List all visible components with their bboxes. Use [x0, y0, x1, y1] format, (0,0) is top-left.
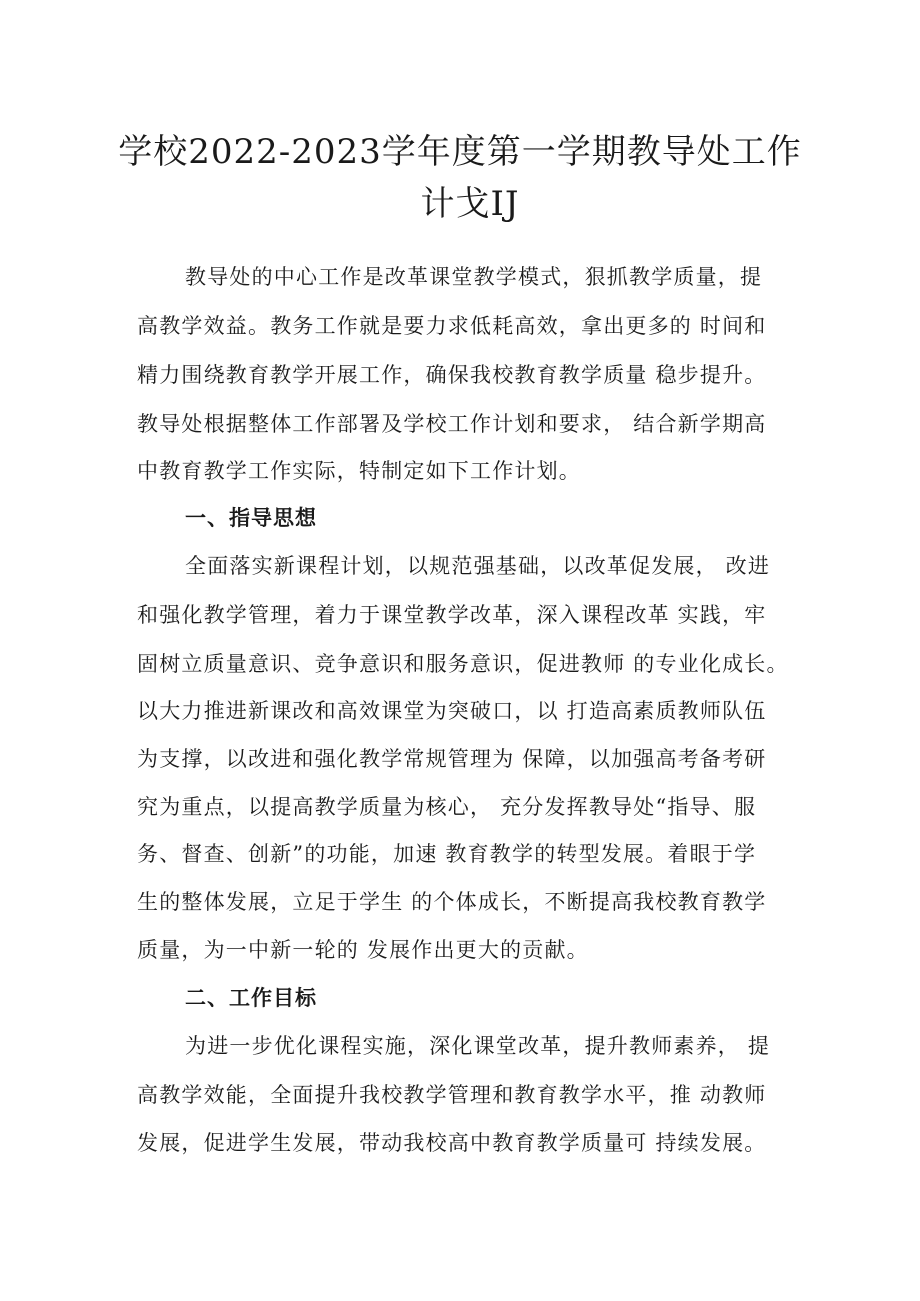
section-1-line-9: 质量，为一中新一轮的 发展作出更大的贡献。	[137, 938, 589, 962]
section-1-line-7: 务、督查、创新”的功能，加速 教育教学的转型发展。着眼于学	[137, 842, 757, 866]
section-1-line-5: 为支撑，以改进和强化教学常规管理为 保障，以加强高考备考研	[137, 747, 767, 771]
document-title-line-1: 学校2022-2023学年度第一学期教导处工作	[118, 132, 802, 172]
section-2-line-3: 发展，促进学生发展，带动我校高中教育教学质量可 持续发展。	[137, 1131, 767, 1155]
document-title-line-2: 计戈IJ	[420, 184, 520, 224]
intro-line-1: 教导处的中心工作是改革课堂教学模式，狠抓教学质量，提	[185, 265, 763, 289]
section-1-line-6: 究为重点，以提高教学质量为核心， 充分发挥教导处“指导、服	[137, 795, 757, 819]
section-1-line-8: 生的整体发展，立足于学生 的个体成长，不断提高我校教育教学	[137, 890, 767, 914]
intro-line-5: 中教育教学工作实际，特制定如下工作计划。	[137, 459, 581, 483]
section-1-line-4: 以大力推进新课改和高效课堂为突破口，以 打造高素质教师队伍	[137, 699, 767, 723]
intro-line-2: 高教学效益。教务工作就是要力求低耗高效，拿出更多的 时间和	[137, 314, 767, 338]
section-1-line-3: 固树立质量意识、竞争意识和服务意识，促进教师 的专业化成长。	[137, 652, 789, 676]
section-2-line-1: 为进一步优化课程实施，深化课堂改革，提升教师素养， 提	[185, 1034, 771, 1058]
section-1-line-2: 和强化教学管理，着力于课堂教学改革，深入课程改革 实践，牢	[137, 603, 767, 627]
intro-line-3: 精力围绕教育教学开展工作，确保我校教育教学质量 稳步提升。	[137, 363, 767, 387]
section-1-line-1: 全面落实新课程计划，以规范强基础，以改革促发展， 改进	[185, 554, 771, 578]
section-1-heading: 一、指导思想	[185, 506, 317, 530]
section-2-line-2: 高教学效能，全面提升我校教学管理和教育教学水平，推 动教师	[137, 1083, 767, 1107]
section-2-heading: 二、工作目标	[185, 986, 317, 1010]
intro-line-4: 教导处根据整体工作部署及学校工作计划和要求， 结合新学期高	[137, 412, 767, 436]
